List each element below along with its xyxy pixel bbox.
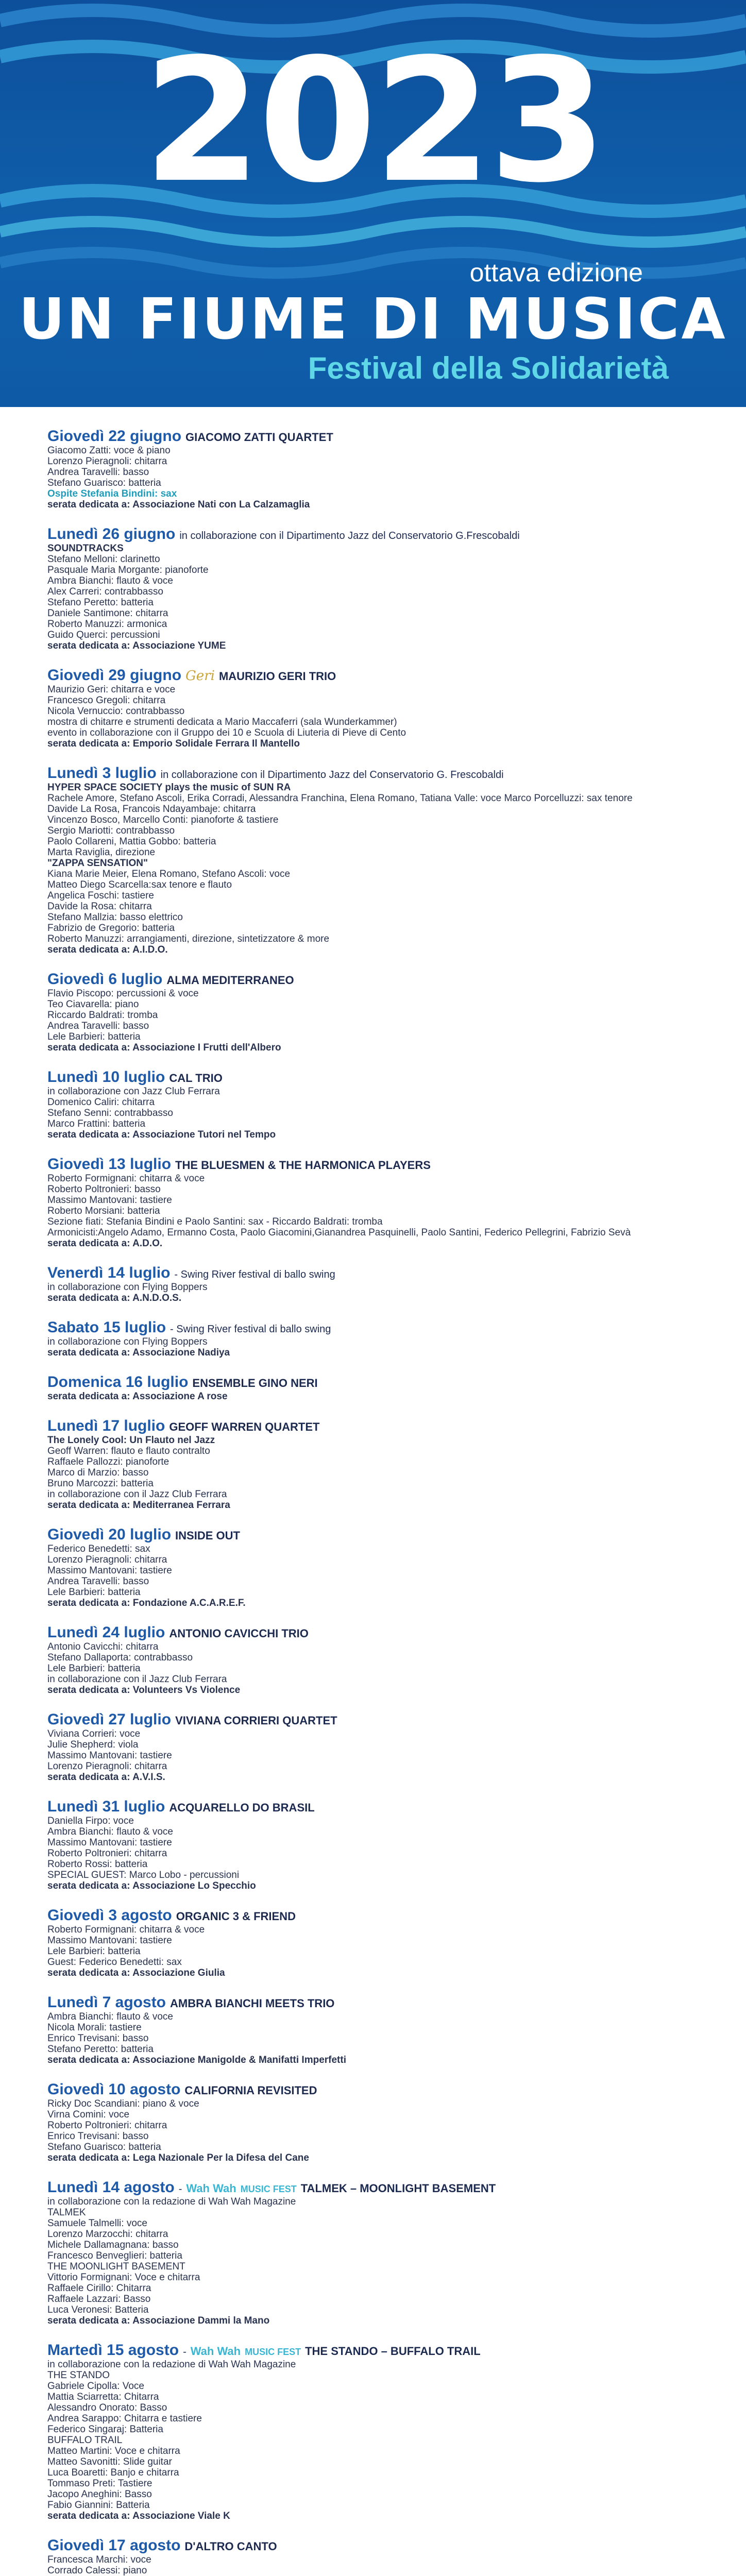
lineup-line: Davide la Rosa: chitarra [47, 901, 152, 912]
lineup-line: Stefano Melloni: clarinetto [47, 554, 160, 565]
lineup-line: Antonio Cavicchi: chitarra [47, 1641, 159, 1652]
event-heading [47, 1994, 712, 2011]
lineup-line: Ricky Doc Scandiani: piano & voce [47, 2098, 199, 2109]
lineup-line: in collaborazione con il Jazz Club Ferrara [47, 1489, 227, 1500]
lineup-line: Ambra Bianchi: flauto & voce [47, 1826, 173, 1837]
event-4 [47, 765, 712, 955]
lineup-line: Matteo Martini: Voce e chitarra [47, 2446, 180, 2456]
lineup-line: Lele Barbieri: batteria [47, 1031, 141, 1042]
event-date: Domenica 16 luglio [47, 1374, 189, 1391]
lineup-line: Samuele Talmelli: voce [47, 2218, 147, 2229]
event-heading [47, 428, 712, 445]
event-heading [47, 971, 712, 988]
event-title: ORGANIC 3 & FRIEND [176, 1910, 296, 1923]
event-7 [47, 1156, 712, 1249]
event-19 [47, 2179, 712, 2326]
lineup-line: Federico Singaraj: Batteria [47, 2424, 163, 2435]
event-subtitle: - Swing River festival di ballo swing [170, 1324, 331, 1335]
lineup-line: Roberto Formignani: chitarra & voce [47, 1924, 205, 1935]
event-heading [47, 526, 712, 543]
event-title: GIACOMO ZATTI QUARTET [185, 431, 333, 444]
lineup-line: Raffaele Cirillo: Chitarra [47, 2283, 151, 2294]
dedication-line: serata dedicata a: Associazione I Frutti dell'Albero [47, 1042, 281, 1053]
dedication-line: serata dedicata a: A.N.D.O.S. [47, 1293, 182, 1303]
lineup-line: THE STANDO [47, 2370, 110, 2381]
lineup-line: Roberto Poltronieri: chitarra [47, 1848, 167, 1859]
lineup-line: Kiana Marie Meier, Elena Romano, Stefano Ascoli: voce [47, 869, 291, 879]
event-14 [47, 1711, 712, 1783]
lineup-line: Luca Boaretti: Banjo e chitarra [47, 2467, 179, 2478]
event-title: VIVIANA CORRIERI QUARTET [175, 1714, 337, 1727]
event-11 [47, 1417, 712, 1511]
event-date: Martedì 15 agosto [47, 2342, 179, 2359]
lineup-line: Sergio Mariotti: contrabbasso [47, 825, 175, 836]
lineup-line: Armonicisti:Angelo Adamo, Ermanno Costa, Paolo Giacomini,Gianandrea Pasquinelli, Paolo Santini, Federico Pellegrini, Fabrizio Sevà [47, 1227, 631, 1238]
event-heading [47, 1907, 712, 1924]
lineup-line: Lele Barbieri: batteria [47, 1946, 141, 1957]
lineup-line: Vittorio Formignani: Voce e chitarra [47, 2272, 200, 2283]
event-13 [47, 1624, 712, 1696]
dedication-line: serata dedicata a: Emporio Solidale Ferrara Il Mantello [47, 738, 300, 749]
lineup-line: in collaborazione con Jazz Club Ferrara [47, 1086, 220, 1097]
lineup-line: The Lonely Cool: Un Flauto nel Jazz [47, 1435, 215, 1446]
lineup-line: mostra di chitarre e strumenti dedicata a Mario Maccaferri (sala Wunderkammer) [47, 717, 397, 727]
event-date: Lunedì 31 luglio [47, 1798, 165, 1815]
lineup-line: Daniele Santimone: chitarra [47, 608, 168, 619]
event-heading [47, 1624, 712, 1641]
event-subtitle: - Swing River festival di ballo swing [174, 1269, 335, 1280]
event-10 [47, 1374, 712, 1402]
event-heading [47, 2537, 712, 2554]
lineup-line: Roberto Morsiani: batteria [47, 1206, 160, 1216]
event-heading [47, 1711, 712, 1728]
dedication-line: serata dedicata a: A.V.I.S. [47, 1772, 165, 1783]
event-heading [47, 1374, 712, 1391]
event-heading [47, 1264, 712, 1282]
lineup-line: Angelica Foschi: tastiere [47, 890, 154, 901]
lineup-line: Roberto Manuzzi: arrangiamenti, direzione, sintetizzatore & more [47, 934, 330, 944]
event-subtitle: in collaborazione con il Dipartimento Jazz del Conservatorio G.Frescobaldi [179, 530, 520, 541]
event-title: THE BLUESMEN & THE HARMONICA PLAYERS [175, 1159, 431, 1172]
lineup-line: Geoff Warren: flauto e flauto contralto [47, 1446, 210, 1456]
lineup-line: Matteo Savonitti: Slide guitar [47, 2456, 172, 2467]
edition-year: 2023 [143, 22, 604, 220]
dedication-line: serata dedicata a: A.D.O. [47, 1238, 163, 1249]
dedication-line: serata dedicata a: Associazione Nadiya [47, 1347, 230, 1358]
lineup-line: Ambra Bianchi: flauto & voce [47, 575, 173, 586]
event-21 [47, 2537, 712, 2576]
lineup-line: Francesco Benveglieri: batteria [47, 2250, 182, 2261]
lineup-line: Stefano Peretto: batteria [47, 597, 154, 608]
dedication-line: serata dedicata a: Associazione Nati con La Calzamaglia [47, 499, 310, 510]
event-date: Lunedì 7 agosto [47, 1994, 166, 2011]
event-subtitle: in collaborazione con il Dipartimento Jazz del Conservatorio G. Frescobaldi [160, 769, 504, 781]
event-18 [47, 2081, 712, 2163]
artist-logo: Geri [185, 668, 215, 684]
event-title: ACQUARELLO DO BRASIL [169, 1801, 315, 1814]
event-16 [47, 1907, 712, 1978]
lineup-line: Roberto Manuzzi: armonica [47, 619, 167, 630]
lineup-line: Alessandro Onorato: Basso [47, 2402, 167, 2413]
poster-header [0, 0, 746, 407]
lineup-line: Raffaele Lazzari: Basso [47, 2294, 151, 2304]
lineup-line: SOUNDTRACKS [47, 543, 124, 554]
lineup-line: Stefano Guarisco: batteria [47, 2142, 161, 2153]
event-date: Venerdì 14 luglio [47, 1264, 171, 1281]
event-date: Giovedì 6 luglio [47, 971, 163, 988]
lineup-line: Michele Dallamagnana: basso [47, 2240, 179, 2250]
event-date: Giovedì 3 agosto [47, 1907, 172, 1924]
lineup-line: Alex Carreri: contrabbasso [47, 586, 163, 597]
music-fest-label: MUSIC FEST [240, 2184, 297, 2194]
lineup-line: Virna Comini: voce [47, 2109, 130, 2120]
lineup-line: Federico Benedetti: sax [47, 1544, 150, 1554]
event-title: ANTONIO CAVICCHI TRIO [169, 1627, 309, 1640]
lineup-line: Fabio Giannini: Batteria [47, 2500, 150, 2511]
lineup-line: Massimo Mantovani: tastiere [47, 1837, 172, 1848]
event-heading [47, 667, 712, 684]
event-title: INSIDE OUT [175, 1529, 240, 1542]
lineup-line: Jacopo Aneghini: Basso [47, 2489, 152, 2500]
event-title: AMBRA BIANCHI MEETS TRIO [170, 1997, 335, 2010]
music-fest-label: MUSIC FEST [245, 2347, 301, 2357]
event-heading [47, 1798, 712, 1816]
event-date: Giovedì 13 luglio [47, 1156, 172, 1173]
lineup-line: SPECIAL GUEST: Marco Lobo - percussioni [47, 1870, 240, 1880]
event-12 [47, 1526, 712, 1608]
festival-subtitle: Festival della Solidarietà [308, 351, 669, 385]
lineup-line: Stefano Dallaporta: contrabbasso [47, 1652, 193, 1663]
dedication-line: serata dedicata a: Volunteers Vs Violence [47, 1685, 241, 1696]
lineup-line: Guest: Federico Benedetti: sax [47, 1957, 182, 1968]
lineup-line: Teo Ciavarella: piano [47, 999, 139, 1010]
dedication-line: serata dedicata a: Mediterranea Ferrara [47, 1500, 230, 1511]
event-date: Giovedì 20 luglio [47, 1526, 172, 1543]
event-9 [47, 1319, 712, 1358]
lineup-line: Massimo Mantovani: tastiere [47, 1195, 172, 1206]
event-title: CALIFORNIA REVISITED [184, 2084, 317, 2097]
lineup-line: Marco di Marzio: basso [47, 1467, 149, 1478]
lineup-line: HYPER SPACE SOCIETY plays the music of SUN RA [47, 782, 291, 793]
lineup-line: Andrea Taravelli: basso [47, 1576, 149, 1587]
lineup-line: Giacomo Zatti: voce & piano [47, 445, 171, 456]
lineup-line: in collaborazione con Flying Boppers [47, 1336, 208, 1347]
event-6 [47, 1069, 712, 1140]
event-heading [47, 1417, 712, 1435]
lineup-line: Nicola Morali: tastiere [47, 2022, 142, 2033]
dedication-line: serata dedicata a: Associazione Giulia [47, 1968, 225, 1978]
lineup-line: Lorenzo Pieragnoli: chitarra [47, 456, 167, 467]
lineup-line: Maurizio Geri: chitarra e voce [47, 684, 176, 695]
lineup-line: Flavio Piscopo: percussioni & voce [47, 988, 199, 999]
dedication-line: serata dedicata a: Associazione Viale K [47, 2511, 230, 2521]
lineup-line: Matteo Diego Scarcella:sax tenore e flauto [47, 879, 232, 890]
event-8 [47, 1264, 712, 1303]
lineup-line: Massimo Mantovani: tastiere [47, 1565, 172, 1576]
lineup-line: Enrico Trevisani: basso [47, 2033, 149, 2044]
lineup-line: Lele Barbieri: batteria [47, 1663, 141, 1674]
event-date: Lunedì 14 agosto [47, 2179, 175, 2196]
lineup-line: TALMEK [47, 2207, 86, 2218]
lineup-line: Guido Querci: percussioni [47, 630, 160, 640]
lineup-line: Corrado Calessi: piano [47, 2565, 147, 2576]
lineup-line: Roberto Rossi: batteria [47, 1859, 148, 1870]
lineup-line: Roberto Formignani: chitarra & voce [47, 1173, 205, 1184]
lineup-line: Ospite Stefania Bindini: sax [47, 488, 177, 499]
event-date: Giovedì 27 luglio [47, 1711, 172, 1728]
lineup-line: Gabriele Cipolla: Voce [47, 2381, 144, 2392]
lineup-line: Rachele Amore, Stefano Ascoli, Erika Corradi, Alessandra Franchina, Elena Romano, Tatiana Valle: voce Marco Porcelluzzi: sax tenore [47, 793, 633, 804]
event-5 [47, 971, 712, 1053]
lineup-line: Pasquale Maria Morgante: pianoforte [47, 565, 209, 575]
event-dash: - [178, 2183, 182, 2195]
lineup-line: THE MOONLIGHT BASEMENT [47, 2261, 185, 2272]
event-heading [47, 1319, 712, 1336]
lineup-line: Roberto Poltronieri: basso [47, 1184, 161, 1195]
lineup-line: Davide La Rosa, Francois Ndayambaje: chitarra [47, 804, 256, 815]
lineup-line: Lorenzo Pieragnoli: chitarra [47, 1761, 167, 1772]
event-title: GEOFF WARREN QUARTET [169, 1420, 320, 1433]
event-date: Lunedì 17 luglio [47, 1417, 165, 1434]
event-title: THE STANDO – BUFFALO TRAIL [305, 2345, 481, 2358]
lineup-line: Ambra Bianchi: flauto & voce [47, 2011, 173, 2022]
dedication-line: serata dedicata a: Lega Nazionale Per la Difesa del Cane [47, 2153, 309, 2163]
lineup-line: Lorenzo Marzocchi: chitarra [47, 2229, 168, 2240]
event-20 [47, 2342, 712, 2521]
event-date: Giovedì 17 agosto [47, 2537, 181, 2554]
event-title: ALMA MEDITERRANEO [166, 974, 294, 987]
lineup-line: Paolo Collareni, Mattia Gobbo: batteria [47, 836, 216, 847]
event-date: Lunedì 3 luglio [47, 765, 157, 782]
event-date: Lunedì 10 luglio [47, 1069, 165, 1086]
event-date: Giovedì 22 giugno [47, 428, 182, 445]
event-heading [47, 765, 712, 782]
lineup-line: "ZAPPA SENSATION" [47, 858, 148, 869]
lineup-line: in collaborazione con la redazione di Wah Wah Magazine [47, 2196, 296, 2207]
event-17 [47, 1994, 712, 2065]
lineup-line: Massimo Mantovani: tastiere [47, 1935, 172, 1946]
dedication-line: serata dedicata a: A.I.D.O. [47, 944, 168, 955]
lineup-line: Tommaso Preti: Tastiere [47, 2478, 152, 2489]
dedication-line: serata dedicata a: Associazione Manigolde & Manifatti Imperfetti [47, 2055, 346, 2065]
lineup-line: Andrea Sarappo: Chitarra e tastiere [47, 2413, 202, 2424]
event-1 [47, 428, 712, 510]
programme [47, 412, 712, 2576]
event-date: Sabato 15 luglio [47, 1319, 166, 1336]
event-title: D'ALTRO CANTO [184, 2540, 277, 2553]
lineup-line: Stefano Mallzia: basso elettrico [47, 912, 183, 923]
event-heading [47, 2342, 712, 2359]
lineup-line: Raffaele Pallozzi: pianoforte [47, 1456, 169, 1467]
lineup-line: in collaborazione con Flying Boppers [47, 1282, 208, 1293]
lineup-line: Nicola Vernuccio: contrabbasso [47, 706, 185, 717]
event-heading [47, 1156, 712, 1173]
event-title: MAURIZIO GERI TRIO [218, 670, 336, 683]
wahwah-logo: Wah Wah [190, 2345, 241, 2358]
event-15 [47, 1798, 712, 1891]
lineup-line: in collaborazione con la redazione di Wah Wah Magazine [47, 2359, 296, 2370]
lineup-line: Luca Veronesi: Batteria [47, 2304, 149, 2315]
event-2 [47, 526, 712, 651]
lineup-line: Andrea Taravelli: basso [47, 467, 149, 478]
lineup-line: Roberto Poltronieri: chitarra [47, 2120, 167, 2131]
wahwah-logo: Wah Wah [186, 2182, 236, 2195]
lineup-line: evento in collaborazione con il Gruppo dei 10 e Scuola di Liuteria di Pieve di Cento [47, 727, 406, 738]
lineup-line: BUFFALO TRAIL [47, 2435, 123, 2446]
dedication-line: serata dedicata a: Associazione Lo Specchio [47, 1880, 256, 1891]
lineup-line: Riccardo Baldrati: tromba [47, 1010, 158, 1021]
lineup-line: in collaborazione con il Jazz Club Ferrara [47, 1674, 227, 1685]
edition-label: ottava edizione [469, 258, 643, 287]
festival-title: UN FIUME DI MUSICA [19, 286, 727, 352]
dedication-line: serata dedicata a: Associazione Tutori nel Tempo [47, 1129, 276, 1140]
event-3 [47, 667, 712, 749]
dedication-line: serata dedicata a: Associazione YUME [47, 640, 226, 651]
lineup-line: Francesca Marchi: voce [47, 2554, 151, 2565]
event-date: Lunedì 26 giugno [47, 526, 176, 543]
lineup-line: Fabrizio de Gregorio: batteria [47, 923, 175, 934]
event-title: CAL TRIO [169, 1072, 223, 1084]
dedication-line: serata dedicata a: Associazione A rose [47, 1391, 228, 1402]
lineup-line: Francesco Gregoli: chitarra [47, 695, 166, 706]
event-heading [47, 1069, 712, 1086]
event-heading [47, 2179, 712, 2196]
event-title: TALMEK – MOONLIGHT BASEMENT [300, 2182, 496, 2195]
dedication-line: serata dedicata a: Fondazione A.C.A.R.E.F. [47, 1598, 246, 1608]
lineup-line: Daniella Firpo: voce [47, 1816, 134, 1826]
lineup-line: Stefano Senni: contrabbasso [47, 1108, 174, 1118]
event-dash: - [183, 2346, 186, 2358]
lineup-line: Viviana Corrieri: voce [47, 1728, 141, 1739]
lineup-line: Lele Barbieri: batteria [47, 1587, 141, 1598]
lineup-line: Mattia Sciarretta: Chitarra [47, 2392, 159, 2402]
lineup-line: Stefano Guarisco: batteria [47, 478, 161, 488]
dedication-line: serata dedicata a: Associazione Dammi la Mano [47, 2315, 270, 2326]
lineup-line: Julie Shepherd: viola [47, 1739, 139, 1750]
lineup-line: Vincenzo Bosco, Marcello Conti: pianoforte & tastiere [47, 815, 279, 825]
event-heading [47, 1526, 712, 1544]
event-date: Giovedì 10 agosto [47, 2081, 181, 2098]
event-date: Giovedì 29 giugno [47, 667, 182, 684]
lineup-line: Massimo Mantovani: tastiere [47, 1750, 172, 1761]
lineup-line: Domenico Caliri: chitarra [47, 1097, 155, 1108]
event-heading [47, 2081, 712, 2098]
lineup-line: Bruno Marcozzi: batteria [47, 1478, 154, 1489]
lineup-line: Stefano Peretto: batteria [47, 2044, 154, 2055]
event-date: Lunedì 24 luglio [47, 1624, 165, 1641]
lineup-line: Andrea Taravelli: basso [47, 1021, 149, 1031]
event-title: ENSEMBLE GINO NERI [192, 1377, 318, 1389]
lineup-line: Marta Raviglia, direzione [47, 847, 156, 858]
lineup-line: Lorenzo Pieragnoli: chitarra [47, 1554, 167, 1565]
lineup-line: Marco Frattini: batteria [47, 1118, 146, 1129]
lineup-line: Enrico Trevisani: basso [47, 2131, 149, 2142]
lineup-line: Sezione fiati: Stefania Bindini e Paolo Santini: sax - Riccardo Baldrati: tromba [47, 1216, 383, 1227]
